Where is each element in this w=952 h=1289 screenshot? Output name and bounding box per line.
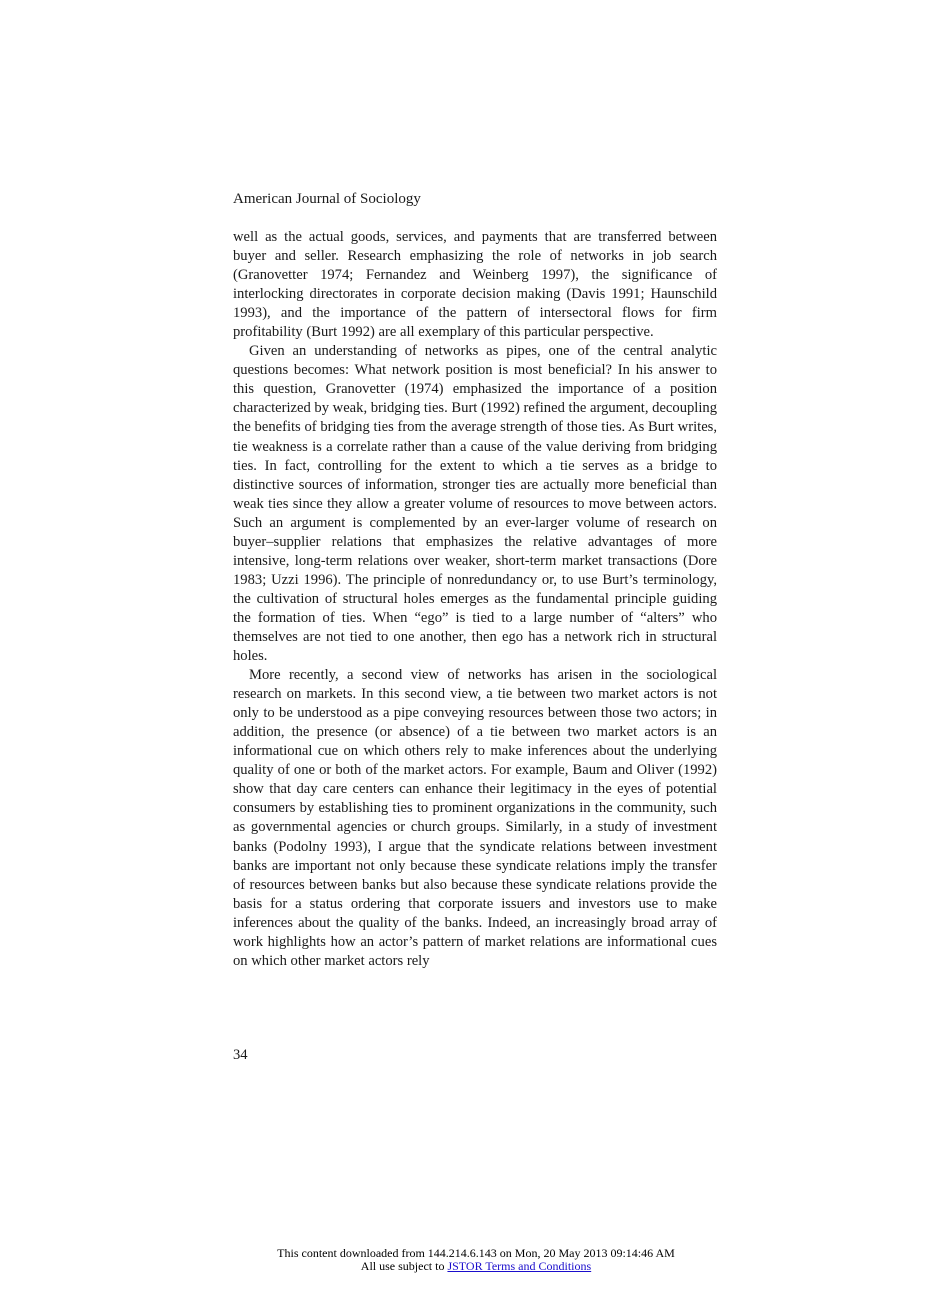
- download-info-line: This content downloaded from 144.214.6.143 on Mon, 20 May 2013 09:14:46 AM: [277, 1246, 675, 1260]
- page-number: 34: [233, 1047, 248, 1063]
- paragraph-continued: well as the actual goods, services, and payments that are transferred between buyer and seller. Research emphasizing the role of networks in job search (Granovetter 1974; Fernandez and Weinberg 1997), the significance of interlocking directorates in corporate decision making (Davis 1991; Haunschild 1993), and the importance of the pattern of intersectoral flows for firm profitability (Burt 1992) are all exemplary of this particular perspective.: [233, 229, 717, 341]
- download-notice: [0, 1247, 952, 1273]
- terms-prefix: All use subject to: [360, 1259, 448, 1273]
- article-body: [233, 228, 717, 971]
- running-head: American Journal of Sociology: [233, 191, 421, 207]
- terms-line: [0, 1260, 952, 1273]
- paragraph-second-view: More recently, a second view of networks has arisen in the sociological research on markets. In this second view, a tie between two market actors is not only to be understood as a pipe conveying resources between those two actors; in addition, the presence (or absence) of a tie between two market actors is an informational cue on which others rely to make inferences about the underlying quality of one or both of the market actors. For example, Baum and Oliver (1992) show that day care centers can enhance their legitimacy in the eyes of potential consumers by establishing ties to prominent organizations in the community, such as governmental agencies or church groups. Similarly, in a study of investment banks (Podolny 1993), I argue that the syndicate relations between investment banks are important not only because these syndicate relations imply the transfer of resources between banks but also because these syndicate relations provide the basis for a status ordering that corporate issuers and investors use to make inferences about the quality of the banks. Indeed, an increasingly broad array of work highlights how an actor’s pattern of market relations are informational cues on which other market actors rely: [233, 667, 717, 969]
- paragraph-networks-as-pipes: Given an understanding of networks as pipes, one of the central analytic questions becomes: What network position is most beneficial? In his answer to this question, Granovetter (1974) emphasized the importance of a position characterized by weak, bridging ties. Burt (1992) refined the argument, decoupling the benefits of bridging ties from the average strength of those ties. As Burt writes, tie weakness is a correlate rather than a cause of the value deriving from bridging ties. In fact, controlling for the extent to which a tie serves as a bridge to distinctive sources of information, stronger ties are actually more beneficial than weak ties since they allow a greater volume of resources to move between actors. Such an argument is complemented by an ever-larger volume of research on buyer–supplier relations that emphasizes the relative advantages of more intensive, long-term relations over weaker, short-term market transactions (Dore 1983; Uzzi 1996). The principle of nonredundancy or, to use Burt’s terminology, the cultivation of structural holes emerges as the fundamental principle guiding the formation of ties. When “ego” is tied to a large number of “alters” who themselves are not tied to one another, then ego has a network rich in structural holes.: [233, 343, 717, 665]
- jstor-terms-link[interactable]: JSTOR Terms and Conditions: [447, 1259, 592, 1273]
